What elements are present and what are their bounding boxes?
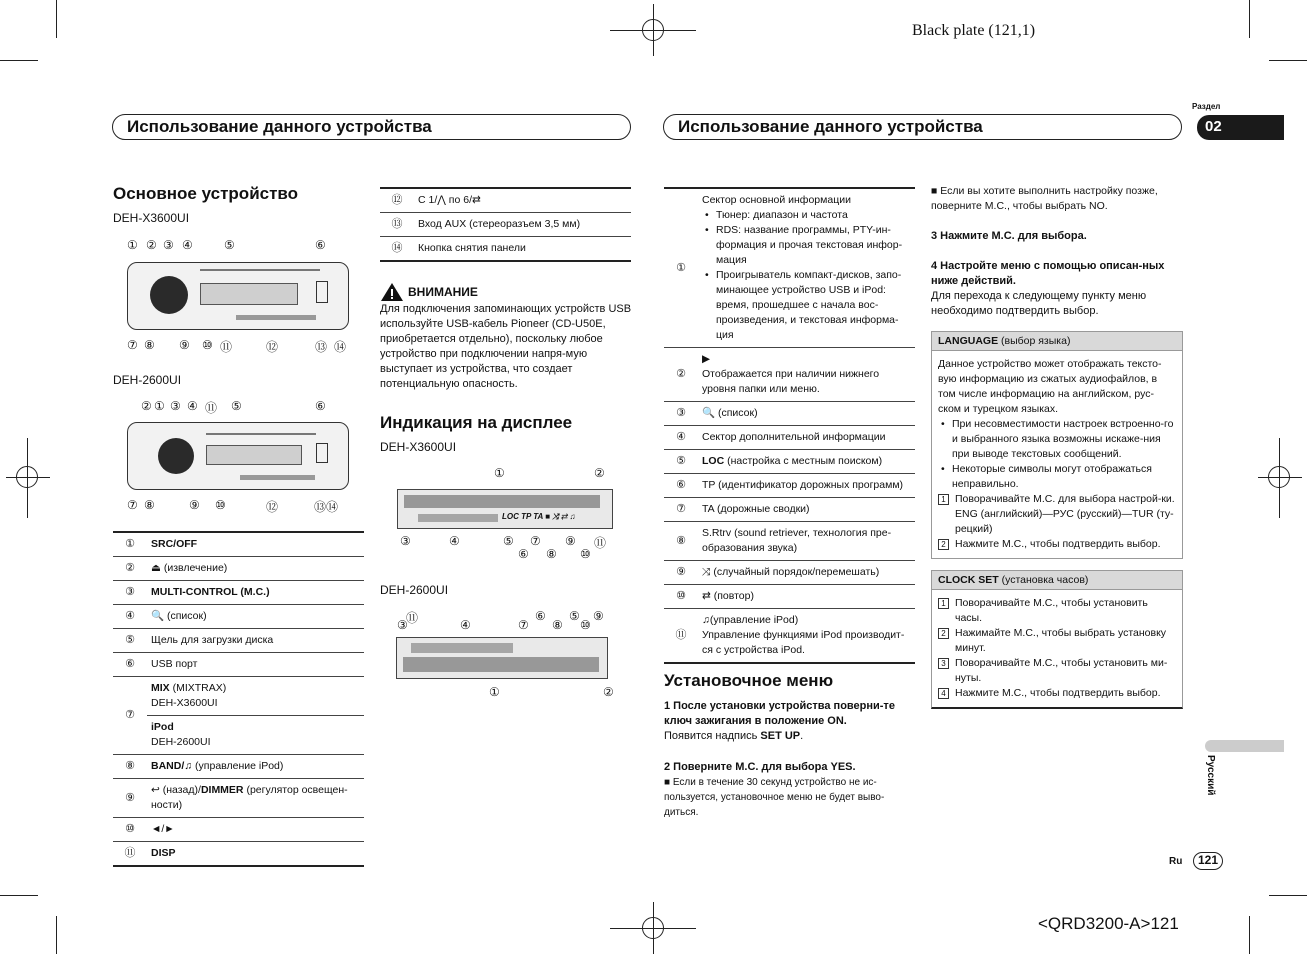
setup-step-3: 3 Нажмите M.C. для выбора. xyxy=(931,230,1087,242)
crop-mark xyxy=(1269,60,1307,61)
table-row: ⑩ ⇄ (повтор) xyxy=(664,585,915,609)
registration-circle xyxy=(642,19,664,41)
callout: ⑥ xyxy=(315,238,326,252)
lcd-panel xyxy=(397,489,613,529)
device-body xyxy=(127,422,349,490)
table-row: ⑦ MIX (MIXTRAX) DEH-X3600UI xyxy=(113,677,364,716)
callout: ⑦ xyxy=(127,498,138,512)
table-row: ② ⏏ (извлечение) xyxy=(113,557,364,581)
callout: ⑨ xyxy=(189,498,200,512)
callout: ⑤ xyxy=(569,609,580,623)
table-row: iPod DEH-2600UI xyxy=(113,716,364,755)
callout: ④ xyxy=(449,534,460,548)
registration-circle xyxy=(642,917,664,939)
callout: ⑪ xyxy=(205,401,218,415)
crop-mark xyxy=(0,895,38,896)
callout: ⑦ xyxy=(530,534,541,548)
list-item: 2 Нажмите M.C., чтобы подтвердить выбор. xyxy=(938,537,1176,552)
table-row: ⑪ ♫(управление iPod) Управление функциями iPod производит-ся с устройства iPod. xyxy=(664,609,915,664)
callout: ⑩ xyxy=(580,547,591,561)
multi-control-knob xyxy=(158,438,194,474)
callout: ⑥ xyxy=(535,609,546,623)
callout: ⑩ xyxy=(215,498,226,512)
warning-title: ВНИМАНИЕ xyxy=(408,285,478,299)
callout: ⑧ xyxy=(552,618,563,632)
controls-table-cont xyxy=(380,187,631,262)
clock-setting-box xyxy=(931,570,1183,709)
table-row: ③ 🔍 (список) xyxy=(664,402,915,426)
table-row: ⑤ Щель для загрузки диска xyxy=(113,629,364,653)
section-title-main-unit: Основное устройство xyxy=(113,184,299,203)
table-row: ⑬ Вход AUX (стереоразъем 3,5 мм) xyxy=(380,213,631,237)
list-item: 4 Нажмите M.C., чтобы подтвердить выбор. xyxy=(938,686,1176,701)
table-row: ⑨ ⤨ (случайный порядок/перемешать) xyxy=(664,561,915,585)
callout: ⑧ xyxy=(144,498,155,512)
multi-control-knob xyxy=(150,276,188,314)
callout: ⑥ xyxy=(315,399,326,413)
setup-step-4: 4 Настройте меню с помощью описан-ных ниже действий. xyxy=(931,260,1165,287)
registration-circle xyxy=(16,466,38,488)
main-info-segments xyxy=(404,495,600,508)
callout: ⑦ xyxy=(518,618,529,632)
page-number: 121 xyxy=(1193,852,1223,870)
table-row: ① SRC/OFF xyxy=(113,532,364,557)
warning-heading xyxy=(380,282,478,302)
callout: ⑧ xyxy=(144,338,155,352)
model-label: DEH-X3600UI xyxy=(380,440,457,454)
callout: ⑨ xyxy=(565,534,576,548)
table-row: ⑭ Кнопка снятия панели xyxy=(380,237,631,262)
page-header-left: Использование данного устройства xyxy=(112,114,631,140)
callout: ② xyxy=(594,466,605,480)
language-description: Данное устройство может отображать тексто-вую информацию из сжатых аудиофайлов, в том числе информацию на английском, рус-ском и турецком языках. xyxy=(938,358,1162,415)
callout: ① xyxy=(494,466,505,480)
usb-port xyxy=(316,443,328,463)
crop-mark xyxy=(56,0,57,38)
table-row: ⑩ ◄/► xyxy=(113,818,364,842)
model-label: DEH-2600UI xyxy=(380,583,449,597)
usb-port xyxy=(316,281,328,303)
side-language-label: Русский xyxy=(1205,755,1216,796)
callout: ⑤ xyxy=(224,238,235,252)
table-row: ⑪ DISP xyxy=(113,842,364,867)
model-label: DEH-X3600UI xyxy=(113,211,190,225)
controls-table xyxy=(113,531,364,867)
callout: ⑫ xyxy=(266,340,279,354)
page-header-right: Использование данного устройства xyxy=(663,114,1182,140)
section-number: 02 xyxy=(1205,118,1222,135)
callout: ① xyxy=(489,685,500,699)
registration-circle xyxy=(1268,466,1290,488)
section-tab xyxy=(1197,115,1284,140)
sub-info-segments xyxy=(418,514,498,522)
doc-code: <QRD3200-A>121 xyxy=(1038,914,1179,933)
crop-mark xyxy=(1249,0,1250,38)
table-row: ③ MULTI-CONTROL (M.C.) xyxy=(113,581,364,605)
callout: ⑩ xyxy=(580,618,591,632)
indicator-row: LOC TP TA ■ ⤨ ⇄ ♫ xyxy=(502,512,576,521)
footer-lang: Ru xyxy=(1169,856,1183,867)
callout: ⑩ xyxy=(202,338,213,352)
device-display xyxy=(200,283,298,305)
table-row: ⑥ TP (идентификатор дорожных программ) xyxy=(664,474,915,498)
callout: ① xyxy=(127,238,138,252)
callout: ③ xyxy=(400,534,411,548)
callout: ③ xyxy=(397,618,408,632)
setup-step-2: 2 Поверните M.C. для выбора YES. xyxy=(664,761,856,773)
list-item: • Некоторые символы могут отображаться неправильно. xyxy=(938,462,1176,492)
section-label: Раздел xyxy=(1192,102,1221,111)
table-row: ④ 🔍 (список) xyxy=(113,605,364,629)
table-row: ⑧ S.Rtrv (sound retriever, технология пре-образования звука) xyxy=(664,522,915,561)
callout: ⑪ xyxy=(594,536,607,550)
lcd-panel xyxy=(396,637,608,679)
table-row: ⑨ ↩ (назад)/DIMMER (регулятор освещен-ности) xyxy=(113,779,364,818)
setup-later-note: ■ Если вы хотите выполнить настройку позже, поверните M.C., чтобы выбрать NO. xyxy=(931,185,1158,212)
main-info-segments xyxy=(403,657,599,672)
clock-heading: CLOCK SET (установка часов) xyxy=(932,571,1182,590)
disc-slot xyxy=(200,269,320,271)
callout: ⑨ xyxy=(179,338,190,352)
table-row: ② ▶ Отображается при наличии нижнего уровня папки или меню. xyxy=(664,348,915,402)
callout: ⑭ xyxy=(334,340,347,354)
callout: ⑨ xyxy=(593,609,604,623)
callout: ⑬ xyxy=(315,340,328,354)
setup-step-1: 1 После установки устройства поверни-те ключ зажигания в положение ON. Появится надпись SET UP. xyxy=(664,700,895,742)
callout: ⑤ xyxy=(503,534,514,548)
section-title-display: Индикация на дисплее xyxy=(380,413,573,432)
callout: ⑬⑭ xyxy=(314,500,339,514)
callout: ① xyxy=(154,399,165,413)
language-tab xyxy=(1205,740,1284,752)
crop-mark xyxy=(56,916,57,954)
callout: ④ xyxy=(187,399,198,413)
language-heading: LANGUAGE (выбор языка) xyxy=(932,332,1182,351)
callout: ② xyxy=(146,238,157,252)
plate-label: Black plate (121,1) xyxy=(912,22,1036,39)
list-item: 3 Поворачивайте M.C., чтобы установить ми-нуты. xyxy=(938,656,1176,686)
model-label: DEH-2600UI xyxy=(113,373,182,387)
callout: ⑪ xyxy=(220,340,233,354)
disc-slot xyxy=(206,433,316,435)
list-item: 1 Поворачивайте M.C. для выбора настрой-ки. ENG (английский)—РУС (русский)—TUR (ту-рецкий) xyxy=(938,492,1176,537)
warning-icon xyxy=(380,282,404,302)
callout: ③ xyxy=(163,238,174,252)
callout: ⑤ xyxy=(231,399,242,413)
callout: ⑪ xyxy=(406,611,419,625)
warning-text: Для подключения запоминающих устройств USB используйте USB-кабель Pioneer (CD-U50E, приобретается отдельно), поскольку любое устройство при подключении напря-мую выступает из устройства, что создает потенциальную опасность. xyxy=(380,303,632,390)
table-row: ⑥ USB порт xyxy=(113,653,364,677)
language-setting-box xyxy=(931,331,1183,559)
table-row: ① Сектор основной информации • Тюнер: диапазон и частота • RDS: название программы, PTY-ин-формация и прочая текстовая инфор-мация • Проигрыватель компакт-дисков, запо-минающее устройство USB и iPod: время, прошедшее с начала вос-произведения, и текстовая информа-ция xyxy=(664,188,915,348)
callout: ④ xyxy=(182,238,193,252)
callout: ② xyxy=(603,685,614,699)
list-item: 1 Поворачивайте M.C., чтобы установить часы. xyxy=(938,596,1176,626)
callout: ④ xyxy=(460,618,471,632)
table-row: ④ Сектор дополнительной информации xyxy=(664,426,915,450)
device-display xyxy=(206,445,302,465)
crop-mark xyxy=(1269,895,1307,896)
setup-step-2-note: ■ Если в течение 30 секунд устройство не ис-пользуется, установочное меню не будет выво-диться. xyxy=(664,777,885,818)
list-item: • При несовместимости настроек встроенно-го и выбранного языка возможны искаже-ния при выводе текстовых сообщений. xyxy=(938,417,1176,462)
crop-mark xyxy=(1249,916,1250,954)
sub-info-segments xyxy=(411,643,513,653)
table-row: ⑧ BAND/♫ (управление iPod) xyxy=(113,755,364,779)
preset-buttons xyxy=(236,315,316,320)
callout: ⑦ xyxy=(127,338,138,352)
display-table xyxy=(664,187,915,664)
crop-mark xyxy=(0,60,38,61)
callout: ⑫ xyxy=(266,500,279,514)
preset-buttons xyxy=(240,475,315,480)
callout: ⑥ xyxy=(518,547,529,561)
callout: ② xyxy=(141,399,152,413)
list-item: 2 Нажимайте M.C., чтобы выбрать установку минут. xyxy=(938,626,1176,656)
callout: ③ xyxy=(170,399,181,413)
device-body xyxy=(127,262,349,330)
callout: ⑧ xyxy=(546,547,557,561)
section-title-setup: Установочное меню xyxy=(664,671,834,690)
setup-step-4-text: Для перехода к следующему пункту меню необходимо подтвердить выбор. xyxy=(931,290,1147,317)
table-row: ⑦ TA (дорожные сводки) xyxy=(664,498,915,522)
table-row: ⑫ С 1/⋀ по 6/⇄ xyxy=(380,188,631,213)
table-row: ⑤ LOC (настройка с местным поиском) xyxy=(664,450,915,474)
